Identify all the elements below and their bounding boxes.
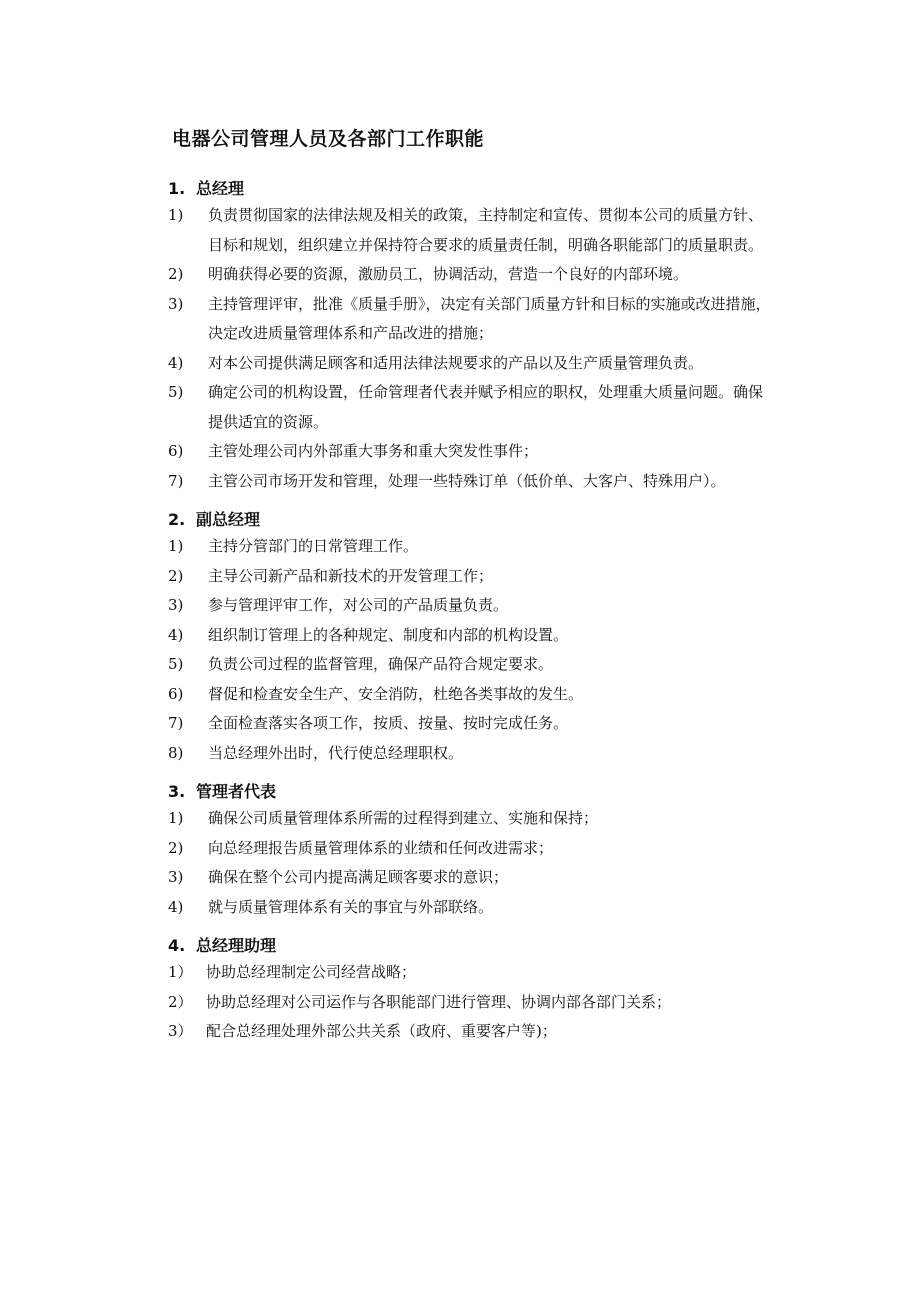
item-text: 主管公司市场开发和管理，处理一些特殊订单（低价单、大客户、特殊用户）。 bbox=[208, 471, 726, 490]
item-text: 协助总经理制定公司经营战略； bbox=[206, 963, 417, 981]
item-text: 确保在整个公司内提高满足顾客要求的意识； bbox=[208, 868, 509, 886]
item-text: 向总经理报告质量管理体系的业绩和任何改进需求； bbox=[208, 838, 554, 857]
section-title: 总经理助理 bbox=[196, 936, 277, 955]
item-text: 协助总经理对公司运作与各职能部门进行管理、协调内部各部门关系； bbox=[206, 992, 672, 1011]
list-item bbox=[168, 834, 780, 864]
section-heading bbox=[168, 507, 780, 532]
list-item bbox=[168, 621, 780, 651]
section-number: 3. bbox=[168, 782, 186, 801]
list-item bbox=[168, 437, 780, 467]
list-item bbox=[168, 532, 780, 562]
list-item bbox=[168, 1017, 780, 1047]
list-item bbox=[168, 739, 780, 769]
list-item bbox=[168, 988, 780, 1018]
section-number: 1. bbox=[168, 179, 186, 198]
duty-list bbox=[168, 201, 780, 496]
list-item bbox=[168, 467, 780, 497]
section-heading bbox=[168, 933, 780, 958]
item-marker: 4) bbox=[168, 353, 184, 372]
item-marker: 3) bbox=[168, 868, 184, 886]
item-marker: 7) bbox=[168, 471, 184, 490]
item-text: 组织制订管理上的各种规定、制度和内部的机构设置。 bbox=[208, 625, 569, 644]
item-marker: 1) bbox=[168, 206, 184, 224]
item-marker: 3） bbox=[168, 1022, 193, 1040]
list-item bbox=[168, 201, 780, 260]
item-text: 明确获得必要的资源，激励员工，协调活动，营造一个良好的内部环境。 bbox=[208, 265, 689, 283]
list-item bbox=[168, 260, 780, 290]
list-item bbox=[168, 349, 780, 379]
document-body bbox=[168, 176, 780, 1058]
section-title: 总经理 bbox=[196, 179, 245, 198]
section-2 bbox=[168, 507, 780, 768]
item-text: 对本公司提供满足顾客和适用法律法规要求的产品以及生产质量管理负责。 bbox=[208, 353, 704, 372]
document-title: 电器公司管理人员及各部门工作职能 bbox=[172, 128, 485, 150]
list-item bbox=[168, 650, 780, 680]
item-marker: 1) bbox=[168, 537, 184, 555]
item-marker: 5) bbox=[168, 655, 184, 673]
item-text: 督促和检查安全生产、安全消防，杜绝各类事故的发生。 bbox=[208, 684, 584, 703]
list-item bbox=[168, 709, 780, 739]
item-text: 主持管理评审，批准《质量手册》，决定有关部门质量方针和目标的实施或改进措施，决定改进质量管理体系和产品改进的措施； bbox=[208, 294, 771, 342]
item-marker: 1） bbox=[168, 963, 193, 981]
list-item bbox=[168, 893, 780, 923]
item-text: 就与质量管理体系有关的事宜与外部联络。 bbox=[208, 897, 494, 916]
item-marker: 2) bbox=[168, 838, 184, 857]
section-number: 4. bbox=[168, 936, 186, 955]
section-number: 2. bbox=[168, 510, 186, 529]
item-marker: 4) bbox=[168, 897, 184, 916]
item-text: 配合总经理处理外部公共关系（政府、重要客户等)； bbox=[206, 1022, 557, 1040]
item-marker: 8) bbox=[168, 743, 184, 762]
section-3 bbox=[168, 779, 780, 922]
item-text: 负责贯彻国家的法律法规及相关的政策，主持制定和宣传、贯彻本公司的质量方针、目标和规划，组织建立并保持符合要求的质量责任制，明确各职能部门的质量职责。 bbox=[208, 206, 764, 254]
item-marker: 6) bbox=[168, 442, 184, 460]
section-1 bbox=[168, 176, 780, 496]
item-text: 主导公司新产品和新技术的开发管理工作； bbox=[208, 566, 494, 585]
item-marker: 6) bbox=[168, 684, 184, 703]
item-text: 主持分管部门的日常管理工作。 bbox=[208, 537, 419, 555]
item-text: 负责公司过程的监督管理，确保产品符合规定要求。 bbox=[208, 655, 554, 673]
duty-list bbox=[168, 958, 780, 1047]
item-marker: 3) bbox=[168, 294, 184, 313]
item-marker: 2) bbox=[168, 566, 184, 585]
item-text: 确定公司的机构设置，任命管理者代表并赋予相应的职权，处理重大质量问题。确保提供适宜的资源。 bbox=[208, 383, 764, 431]
list-item bbox=[168, 804, 780, 834]
duty-list bbox=[168, 804, 780, 922]
item-marker: 2) bbox=[168, 265, 184, 283]
item-marker: 2） bbox=[168, 992, 193, 1011]
item-text: 主管处理公司内外部重大事务和重大突发性事件； bbox=[208, 442, 539, 460]
item-marker: 7) bbox=[168, 714, 184, 732]
section-heading bbox=[168, 779, 780, 804]
item-marker: 3) bbox=[168, 596, 184, 614]
list-item bbox=[168, 958, 780, 988]
item-marker: 5) bbox=[168, 383, 184, 401]
item-text: 全面检查落实各项工作，按质、按量、按时完成任务。 bbox=[208, 714, 569, 732]
section-title: 管理者代表 bbox=[196, 782, 277, 801]
item-text: 当总经理外出时，代行使总经理职权。 bbox=[208, 743, 464, 762]
item-marker: 1) bbox=[168, 809, 184, 827]
duty-list bbox=[168, 532, 780, 768]
item-marker: 4) bbox=[168, 625, 184, 644]
section-4 bbox=[168, 933, 780, 1047]
item-text: 确保公司质量管理体系所需的过程得到建立、实施和保持； bbox=[208, 809, 599, 827]
list-item bbox=[168, 863, 780, 893]
section-heading bbox=[168, 176, 780, 201]
item-text: 参与管理评审工作，对公司的产品质量负责。 bbox=[208, 596, 509, 614]
list-item bbox=[168, 591, 780, 621]
list-item bbox=[168, 562, 780, 592]
list-item bbox=[168, 378, 780, 437]
list-item bbox=[168, 680, 780, 710]
section-title: 副总经理 bbox=[196, 510, 261, 529]
list-item bbox=[168, 290, 780, 349]
